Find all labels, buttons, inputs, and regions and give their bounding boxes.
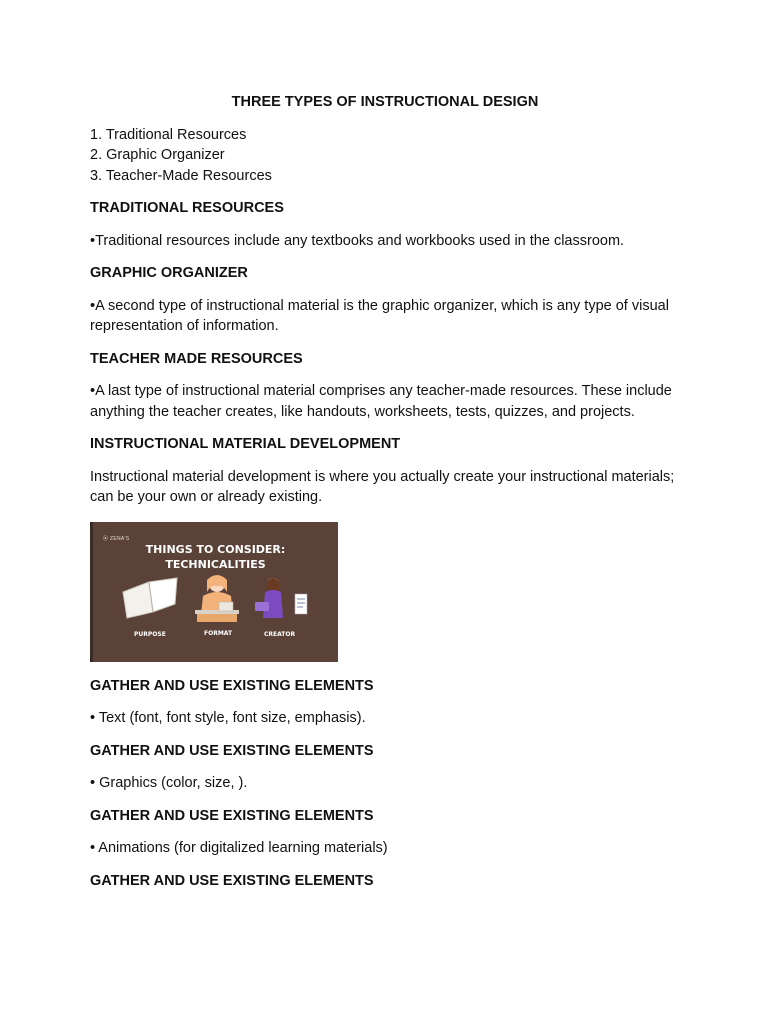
section-text-development: Instructional material development is where you actually create your instructional materials; can be your own or already existing. (90, 468, 675, 505)
document-page (90, 92, 680, 903)
brand-logo: ⦿ ZENA'S (103, 535, 130, 542)
person-at-desk-icon (189, 574, 245, 626)
section-text-graphic-organizer: •A second type of instructional material is the graphic organizer, which is any type of visual representation of information. (90, 297, 669, 334)
woman-with-laptop-icon (251, 574, 311, 626)
section-heading-development: INSTRUCTIONAL MATERIAL DEVELOPMENT (90, 436, 401, 452)
figure-title (93, 542, 338, 572)
label-purpose: PURPOSE (134, 630, 166, 638)
section-heading-traditional: TRADITIONAL RESOURCES (90, 200, 284, 216)
gather-heading-text: GATHER AND USE EXISTING ELEMENTS (90, 677, 374, 694)
figure-title-line-1: THINGS TO CONSIDER: (145, 542, 286, 556)
list-item: 2. Graphic Organizer (90, 147, 225, 163)
gather-text-text: • Text (font, font style, font size, emphasis). (90, 710, 366, 726)
list-item: 1. Traditional Resources (90, 126, 247, 143)
gather-heading-graphics: GATHER AND USE EXISTING ELEMENTS (90, 742, 374, 759)
label-creator: CREATOR (264, 630, 296, 638)
section-heading-graphic-organizer: GRAPHIC ORGANIZER (90, 265, 248, 281)
gather-text-animations: • Animations (for digitalized learning materials) (90, 840, 388, 856)
label-format: FORMAT (204, 629, 233, 637)
figure-title-line-2: TECHNICALITIES (165, 557, 266, 571)
section-text-traditional: •Traditional resources include any textbooks and workbooks used in the classroom. (90, 232, 625, 249)
design-types-list (90, 125, 680, 187)
section-heading-teacher-made: TEACHER MADE RESOURCES (90, 350, 303, 367)
document-title: THREE TYPES OF INSTRUCTIONAL DESIGN (231, 94, 539, 110)
book-icon (119, 574, 181, 620)
gather-heading-final: GATHER AND USE EXISTING ELEMENTS (90, 872, 374, 889)
gather-heading-animations: GATHER AND USE EXISTING ELEMENTS (90, 807, 374, 824)
section-text-teacher-made: •A last type of instructional material comprises any teacher-made resources. These include anything the teacher creates, like handouts, worksheets, tests, quizzes, and projects. (90, 383, 672, 420)
gather-text-graphics: • Graphics (color, size, ). (90, 775, 248, 791)
list-item: 3. Teacher-Made Resources (90, 167, 272, 184)
technicalities-image (90, 522, 338, 662)
